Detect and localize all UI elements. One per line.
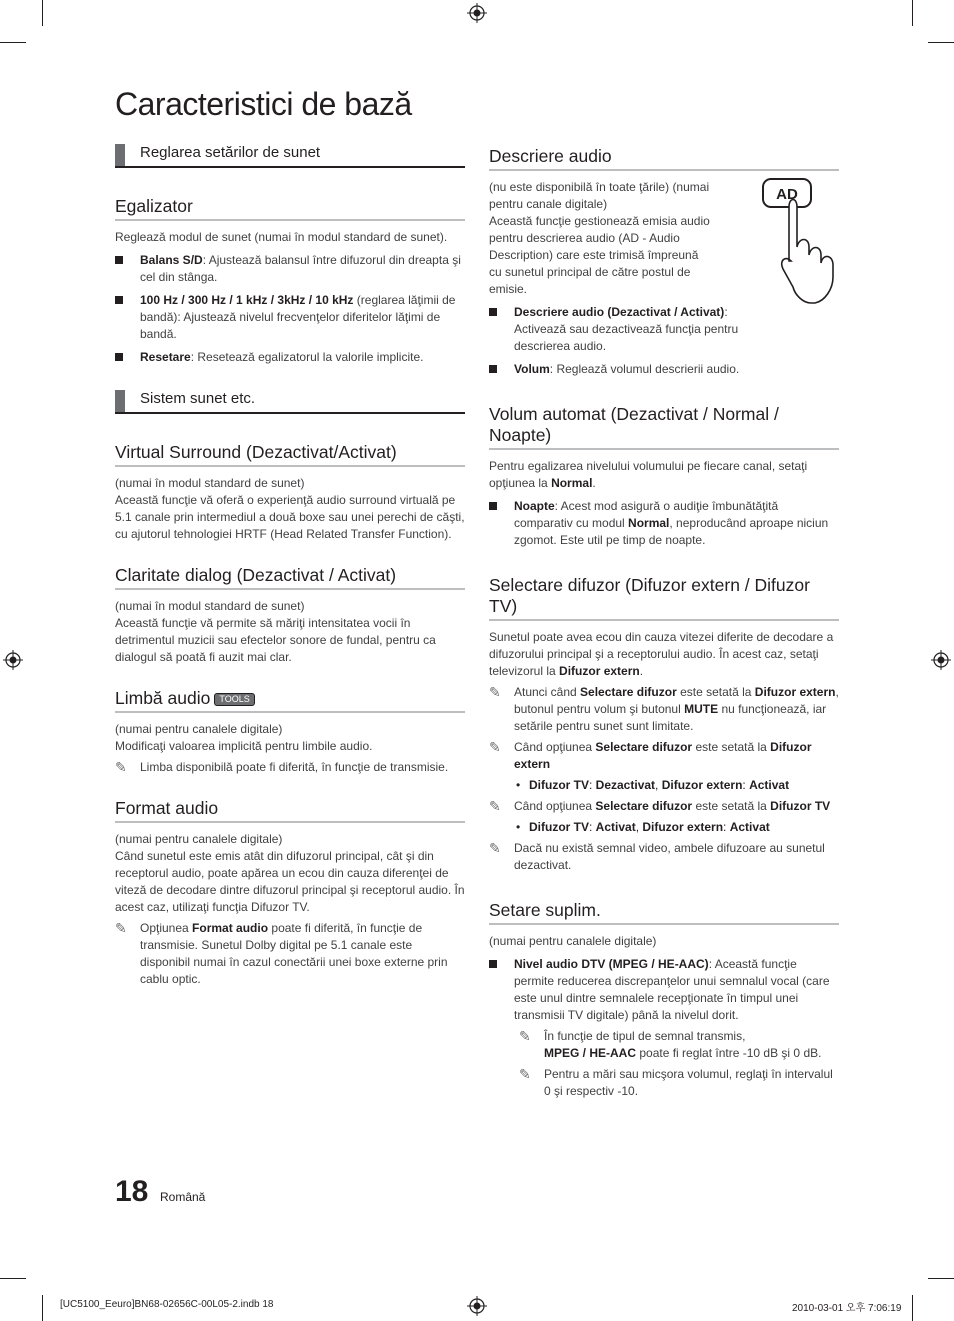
claritate-text: Această funcţie vă permite să măriţi intensitatea vocii în detrimentul muzicii sau efectelor sonore de fundal, pentru ca dialogul să poată fi auzit mai clar. (115, 616, 436, 664)
left-column (115, 140, 465, 988)
heading-descriere-audio: Descriere audio (489, 146, 839, 171)
crop-mark (0, 1278, 26, 1279)
crop-mark (928, 42, 954, 43)
descriere-text: Această funcţie gestionează emisia audio pentru descrierea audio (AD - Audio Description) care este trimisă împreună cu sunetul principal de către postul de emisie. (489, 214, 710, 296)
pencil-note-icon: ✎ (489, 798, 501, 814)
limba-text: Modificaţi valoarea implicită pentru limbile audio. (115, 739, 373, 753)
memo-note: ✎ În funcţie de tipul de semnal transmis, MPEG / HE-AAC poate fi reglat între -10 dB şi 0 dB. (519, 1028, 822, 1060)
square-bullet-icon (489, 502, 497, 510)
square-bullet-icon (489, 365, 497, 373)
pencil-note-icon: ✎ (519, 1066, 531, 1082)
memo-note: ✎ Dacă nu există semnal video, ambele difuzoare au sunetul dezactivat. (489, 840, 825, 872)
crop-mark (928, 1278, 954, 1279)
registration-mark-icon (467, 1296, 487, 1316)
list-item: 100 Hz / 300 Hz / 1 kHz / 3kHz / 10 kHz (reglarea lăţimii de bandă): Ajustează nivelul frecvenţelor diferitelor lăţimi de bandă. (115, 292, 465, 343)
list-item: Volum: Reglează volumul descrierii audio. (489, 361, 839, 378)
crop-mark (42, 0, 43, 26)
heading-egalizator: Egalizator (115, 196, 465, 221)
heading-limba-audio: Limbă audio TOOLS (115, 688, 465, 713)
memo-note: ✎ Când opţiunea Selectare difuzor este setată la Difuzor TV (489, 798, 831, 814)
setare-note: (numai pentru canalele digitale) (489, 934, 657, 948)
square-bullet-icon (115, 256, 123, 264)
section-header-sound-system: Sistem sunet etc. (115, 386, 465, 414)
page-title: Caracteristici de bază (115, 86, 412, 122)
volum-text: Pentru egalizarea nivelului volumului pe fiecare canal, setaţi opţiunea la Normal. (489, 459, 808, 490)
page-number: 18 (115, 1175, 149, 1208)
heading-claritate-dialog: Claritate dialog (Dezactivat / Activat) (115, 565, 465, 590)
pencil-note-icon: ✎ (489, 684, 501, 700)
list-item: Resetare: Resetează egalizatorul la valorile implicite. (115, 349, 465, 366)
format-text: Când sunetul este emis atât din difuzorul principal, cât şi din receptorul audio, poate apărea un ecou din cauza diferenţei de viteză de decodare dintre difuzorul principal şi receptorul audio. În acest caz, utilizaţi funcţia Difuzor TV. (115, 849, 465, 914)
claritate-note: (numai în modul standard de sunet) (115, 599, 305, 613)
memo-note: ✎ Atunci când Selectare difuzor este setată la Difuzor extern, butonul pentru volum şi butonul MUTE nu funcţionează, iar setările pentru sunet sunt limitate. (489, 684, 839, 733)
crop-mark (912, 1295, 913, 1321)
bullet-dot-icon: • (516, 778, 521, 792)
square-bullet-icon (115, 353, 123, 361)
pencil-note-icon: ✎ (519, 1028, 531, 1044)
right-column (489, 146, 839, 1100)
square-bullet-icon (115, 296, 123, 304)
page-language: Română (160, 1190, 206, 1204)
list-item: Noapte: Acest mod asigură o audiţie îmbunătăţită comparativ cu modul Normal, neproducând aproape niciun zgomot. Este util pe timp de noapte. (489, 498, 839, 549)
virtual-text: Această funcţie vă oferă o experienţă audio surround virtuală pe 5.1 canale prin intermediul a două boxe sau unei perechi de căşti, cu ajutorul tehnologiei HRTF (Head Related Transfer Function). (115, 493, 465, 541)
bullet-dot-icon: • (516, 820, 521, 834)
heading-volum-automat: Volum automat (Dezactivat / Normal / Noapte) (489, 404, 839, 450)
print-slug-right: 2010-03-01 오후 7:06:19 (792, 1303, 902, 1314)
virtual-note: (numai în modul standard de sunet) (115, 476, 305, 490)
crop-mark (42, 1295, 43, 1321)
egalizator-intro: Reglează modul de sunet (numai în modul standard de sunet). (115, 230, 448, 244)
memo-note: ✎ Limba disponibilă poate fi diferită, în funcţie de transmisie. (115, 759, 449, 775)
square-bullet-icon (489, 308, 497, 316)
hand-pressing-ad-button-icon (759, 177, 839, 307)
list-item: Descriere audio (Dezactivat / Activat): Activează sau dezactivează funcţia pentru descrierea audio. (489, 304, 744, 355)
pencil-note-icon: ✎ (489, 840, 501, 856)
tools-badge: TOOLS (214, 693, 254, 706)
registration-mark-icon (467, 3, 487, 23)
format-note: (numai pentru canalele digitale) (115, 832, 283, 846)
limba-note: (numai pentru canalele digitale) (115, 722, 283, 736)
heading-selectare-difuzor: Selectare difuzor (Difuzor extern / Difuzor TV) (489, 575, 839, 621)
crop-mark (912, 0, 913, 26)
memo-note: ✎ Opţiunea Format audio poate fi diferită, în funcţie de transmisie. Sunetul Dolby digital pe 5.1 canale este disponibil numai în cazul conectării unei boxe externe prin cablu optic. (115, 920, 448, 986)
pencil-note-icon: ✎ (115, 759, 127, 775)
list-item: Nivel audio DTV (MPEG / HE-AAC): Această funcţie permite reducerea discrepanţelor unui semnalul vocal (care este unul dintre semnalele recepţionate în timpul unei transmisii TV digitale) până la nivelul dorit. (489, 956, 839, 1024)
registration-mark-icon (3, 650, 23, 670)
ad-button-label: AD (776, 186, 798, 203)
registration-mark-icon (931, 650, 951, 670)
pencil-note-icon: ✎ (489, 739, 501, 755)
list-item: • Difuzor TV: Activat, Difuzor extern: Activat (516, 820, 770, 834)
memo-note: ✎ Pentru a mări sau micşora volumul, reglaţi în intervalul 0 şi respectiv -10. (519, 1066, 833, 1098)
pencil-note-icon: ✎ (115, 920, 127, 936)
memo-note: ✎ Când opţiunea Selectare difuzor este setată la Difuzor extern (489, 739, 812, 771)
list-item: • Difuzor TV: Dezactivat, Difuzor extern: Activat (516, 778, 790, 792)
heading-setare-suplim: Setare suplim. (489, 900, 839, 925)
heading-format-audio: Format audio (115, 798, 465, 823)
section-header-sound-settings: Reglarea setărilor de sunet (115, 140, 465, 168)
print-slug-left: [UC5100_Eeuro]BN68-02656C-00L05-2.indb 18 (60, 1299, 274, 1310)
crop-mark (0, 42, 26, 43)
heading-virtual-surround: Virtual Surround (Dezactivat/Activat) (115, 442, 465, 467)
square-bullet-icon (489, 960, 497, 968)
descriere-note: (nu este disponibilă în toate ţările) (numai pentru canale digitale) (489, 180, 710, 211)
list-item: Balans S/D: Ajustează balansul între difuzorul din dreapta şi cel din stânga. (115, 252, 465, 286)
selectare-text: Sunetul poate avea ecou din cauza vitezei diferite de decodare a difuzorului principal şi a receptorului audio. În acest caz, setaţi televizorul la Difuzor extern. (489, 630, 834, 678)
